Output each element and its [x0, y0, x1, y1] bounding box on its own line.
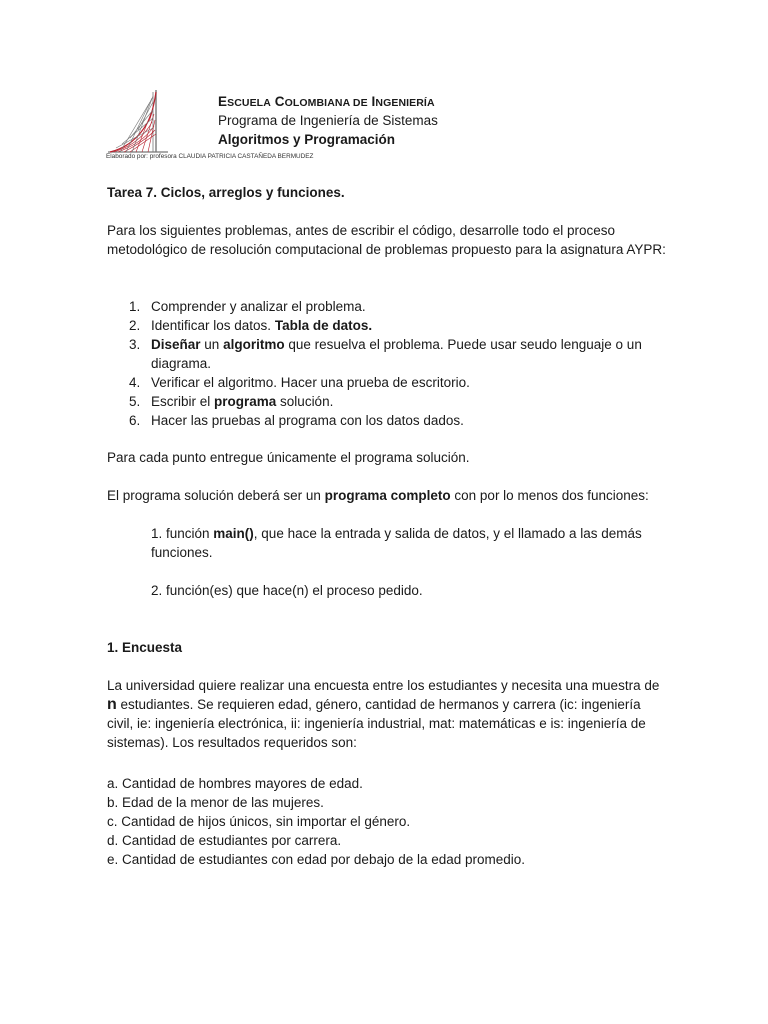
- required-results-list: [107, 774, 667, 869]
- list-item: 5. Escribir el programa solución.: [129, 394, 334, 409]
- complete-program-instruction: El programa solución deberá ser un programa completo con por lo menos dos funciones:: [107, 488, 649, 503]
- function-process-description: 2. función(es) que hace(n) el proceso pedido.: [151, 583, 423, 598]
- section-description: La universidad quiere realizar una encuesta entre los estudiantes y necesita una muestra de n estudiantes. Se requieren edad, género, cantidad de hermanos y carrera (ic: ingeniería civil, ie: ingeniería electrónica, ii: ingeniería industrial, mat: matemáticas e is: ingeniería de sistemas). Los resultados requeridos son:: [107, 678, 660, 750]
- list-item: 1. Comprender y analizar el problema.: [129, 299, 366, 314]
- section-title: 1. Encuesta: [107, 640, 183, 655]
- function-main-description: 1. función main(), que hace la entrada y salida de datos, y el llamado a las demás funciones.: [151, 526, 642, 560]
- method-steps-list: [107, 297, 667, 430]
- list-item: b. Edad de la menor de las mujeres.: [107, 795, 324, 810]
- deliver-instruction: Para cada punto entregue únicamente el programa solución.: [107, 450, 470, 465]
- list-item: 2. Identificar los datos. Tabla de datos.: [129, 318, 373, 333]
- list-item: 3. Diseñar un algoritmo que resuelva el problema. Puede usar seudo lenguaje o un diagrama.: [129, 337, 642, 371]
- list-item: 4. Verificar el algoritmo. Hacer una prueba de escritorio.: [129, 375, 470, 390]
- program-name: Programa de Ingeniería de Sistemas: [218, 113, 438, 128]
- school-logo-icon: [106, 88, 170, 154]
- task-intro: Para los siguientes problemas, antes de escribir el código, desarrolle todo el proceso metodológico de resolución computacional de problemas propuesto para la asignatura AYPR:: [107, 223, 666, 257]
- school-name: ESCUELA COLOMBIANA DE INGENIERÍA: [218, 94, 435, 109]
- task-title: Tarea 7. Ciclos, arreglos y funciones.: [107, 185, 345, 200]
- list-item: e. Cantidad de estudiantes con edad por debajo de la edad promedio.: [107, 852, 526, 867]
- list-item: a. Cantidad de hombres mayores de edad.: [107, 776, 363, 791]
- list-item: d. Cantidad de estudiantes por carrera.: [107, 833, 342, 848]
- course-name: Algoritmos y Programación: [218, 132, 396, 147]
- list-item: 6. Hacer las pruebas al programa con los datos dados.: [129, 413, 464, 428]
- list-item: c. Cantidad de hijos únicos, sin importar el género.: [107, 814, 411, 829]
- author-credit: Elaborado por: profesora CLAUDIA PATRICIA CASTAÑEDA BERMUDEZ: [106, 153, 314, 160]
